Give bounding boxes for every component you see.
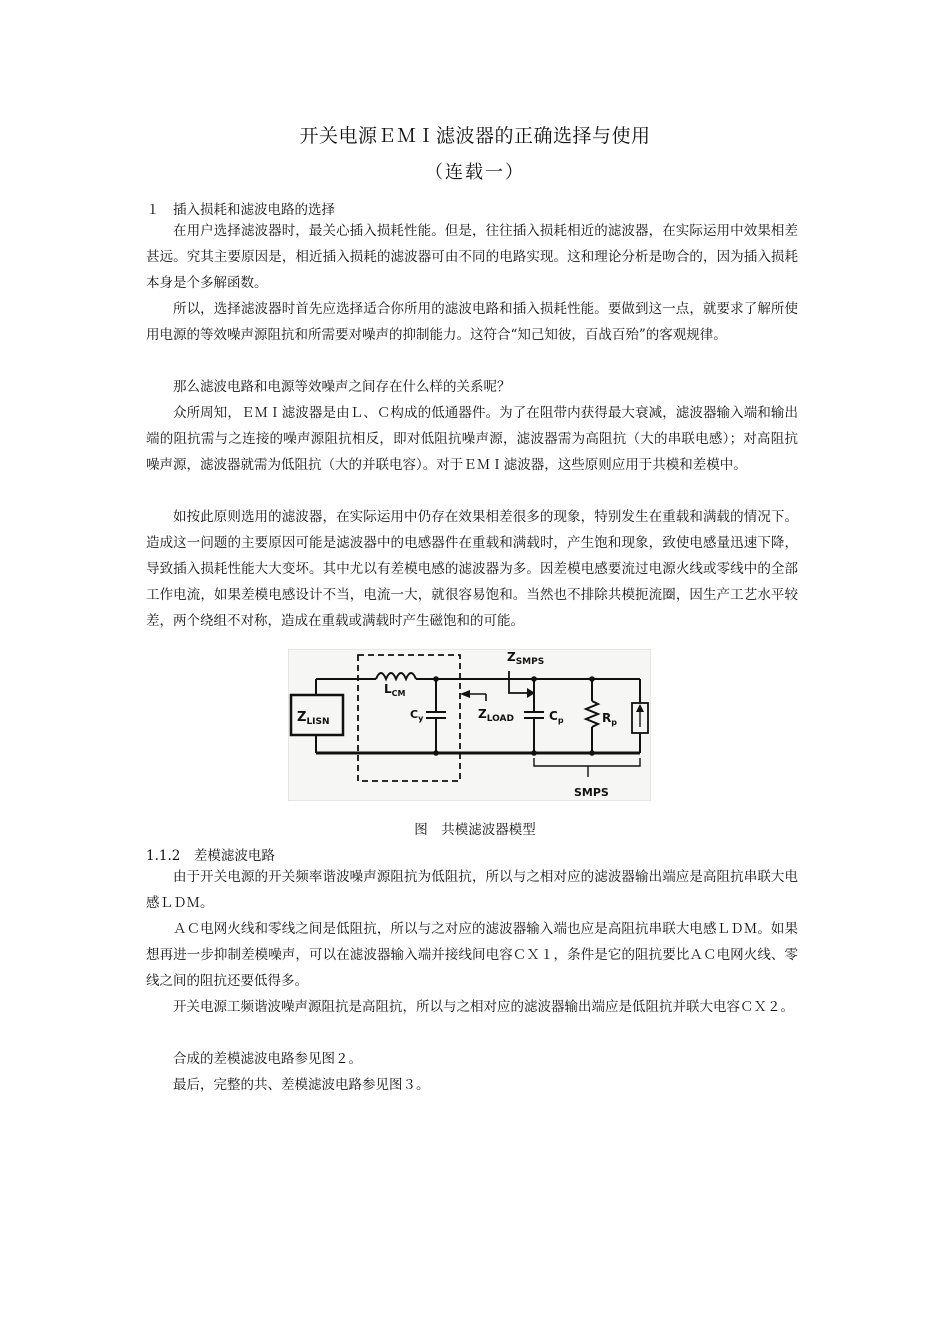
- paragraph: 在用户选择滤波器时，最关心插入损耗性能。但是，往往插入损耗相近的滤波器，在实际运用中效果相差甚远。究其主要原因是，相近插入损耗的滤波器可由不同的电路实现。这和理论分析是吻合的，因为插入损耗本身是个多解函数。: [146, 223, 798, 291]
- section-heading-1: １ 插入损耗和滤波电路的选择: [146, 202, 335, 218]
- paragraph: 众所周知，ＥＭＩ滤波器是由Ｌ、Ｃ构成的低通器件。为了在阻带内获得最大衰减，滤波器输入端和输出端的阻抗需与之连接的噪声源阻抗相反，即对低阻抗噪声源，滤波器需为高阻抗（大的串联电感）；对高阻抗噪声源，滤波器就需为低阻抗（大的并联电容）。对于ＥＭＩ滤波器，这些原则应用于共模和差模中。: [146, 405, 798, 473]
- document-title: 开关电源ＥＭＩ滤波器的正确选择与使用: [299, 125, 651, 147]
- paragraph: 如按此原则选用的滤波器，在实际运用中仍存在效果相差很多的现象，特别发生在重载和满载的情况下。造成这一问题的主要原因可能是滤波器中的电感器件在重载和满载时，产生饱和现象，致使电感量迅速下降，导致插入损耗性能大大变坏。其中尤以有差模电感的滤波器为多。因差模电感要流过电源火线或零线中的全部工作电流，如果差模电感设计不当，电流一大，就很容易饱和。当然也不排除共模扼流圈，因生产工艺水平较差，两个绕组不对称，造成在重载或满载时产生磁饱和的可能。: [146, 509, 798, 629]
- zlisn-label: $Z_{LISN}$: [297, 710, 330, 727]
- paragraph: 由于开关电源的开关频率谐波噪声源阻抗为低阻抗，所以与之相对应的滤波器输出端应是高阻抗串联大电感ＬＤＭ。: [146, 869, 798, 911]
- paragraph: 所以，选择滤波器时首先应选择适合你所用的滤波电路和插入损耗性能。要做到这一点，就要求了解所使用电源的等效噪声源阻抗和所需要对噪声的抑制能力。这符合“知己知彼，百战百殆”的客观规律。: [146, 301, 798, 343]
- paragraph: 开关电源工频谐波噪声源阻抗是高阻抗，所以与之相对应的滤波器输出端应是低阻抗并联大电容ＣＸ２。: [173, 999, 794, 1015]
- lcm-label: $L_{CM}$: [384, 682, 406, 698]
- rp-label: $R_p$: [602, 711, 617, 727]
- document-subtitle: （连载一）: [425, 162, 525, 183]
- section-heading-1-1-2: 1.1.2 差模滤波电路: [146, 848, 275, 864]
- zload-label: $Z_{LOAD}$: [478, 707, 514, 724]
- paragraph: 最后，完整的共、差模滤波电路参见图３。: [173, 1077, 430, 1093]
- cp-label: $C_p$: [549, 709, 564, 725]
- smps-label: SMPS: [574, 786, 609, 799]
- zsmps-label: $Z_{SMPS}$: [507, 650, 545, 667]
- figure-caption: 图 共模滤波器模型: [414, 822, 536, 838]
- paragraph: 那么滤波电路和电源等效噪声之间存在什么样的关系呢？: [173, 379, 511, 395]
- paragraph: 合成的差模滤波电路参见图２。: [173, 1051, 362, 1067]
- common-mode-filter-figure: [288, 649, 651, 801]
- paragraph: ＡＣ电网火线和零线之间是低阻抗，所以与之对应的滤波器输入端也应是高阻抗串联大电感ＬＤＭ。如果想再进一步抑制差模噪声，可以在滤波器输入端并接线间电容ＣＸ１，条件是它的阻抗要比ＡＣ电网火线、零线之间的阻抗还要低得多。: [146, 921, 798, 989]
- cy-label: $C_y$: [410, 708, 424, 723]
